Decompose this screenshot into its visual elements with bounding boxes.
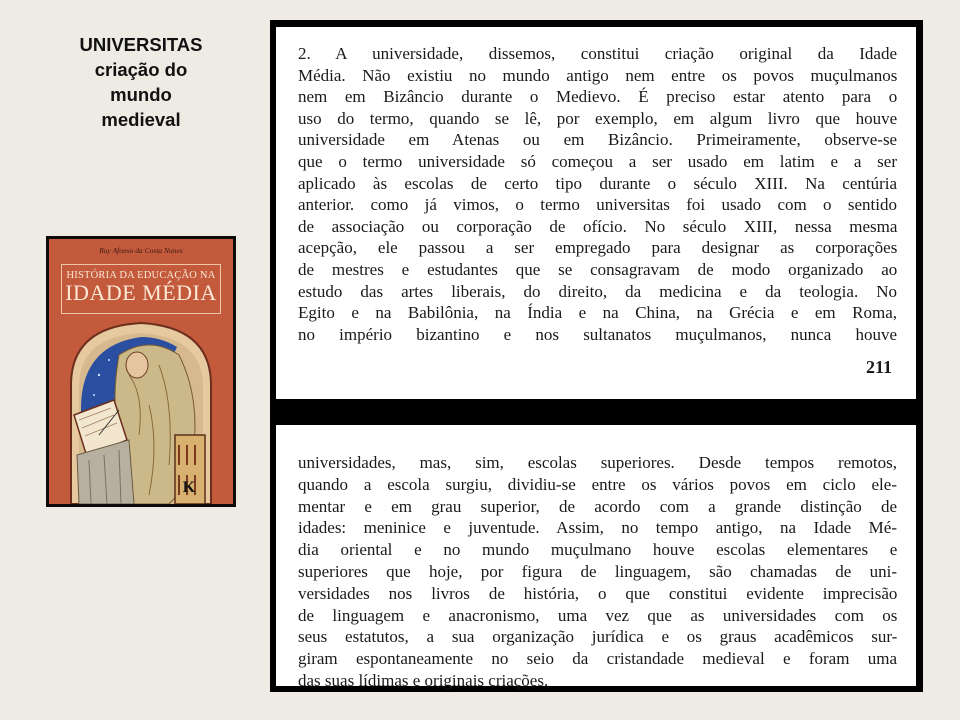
cover-title-line-1: HISTÓRIA DA EDUCAÇÃO NA <box>66 270 216 281</box>
text-line: superiores que hoje, por figura de linguagem, são chamadas de uni- <box>298 561 897 581</box>
book-page-scan <box>270 20 923 692</box>
text-line: universidades, mas, sim, escolas superiores. Desde tempos remotos, <box>298 453 897 472</box>
text-line: universidade em Atenas ou em Bizâncio. Primeiramente, observe-se <box>298 130 898 150</box>
slide-title <box>50 32 232 132</box>
text-line: idades: meninice e juventude. Assim, no tempo antigo, na Idade Mé- <box>298 518 897 538</box>
slide-title-line: criação do <box>94 59 188 80</box>
text-line: 2. A universidade, dissemos, constitui criação original da Idade <box>298 44 897 63</box>
text-line: estudo das artes liberais, do direito, da medicina e da teologia. No <box>298 281 897 301</box>
text-line: de mestres e estudantes que se consagravam de modo organizado ao <box>298 259 898 279</box>
text-line: de associação ou corporação de ofício. No século XIII, nessa mesma <box>298 216 898 236</box>
text-line: seus estatutos, a sua organização jurídica e os graus acadêmicos sur- <box>298 627 898 647</box>
text-line: nem em Bizâncio durante o Medievo. É preciso estar atento para o <box>298 87 898 107</box>
text-line: Média. Não existiu no mundo antigo nem entre os povos muçulmanos <box>298 65 898 85</box>
book-cover-image <box>46 236 236 507</box>
text-line: giram espontaneamente no seio da cristandade medieval e foram uma <box>298 649 897 669</box>
slide-title-line: UNIVERSITAS <box>79 34 203 55</box>
text-line: uso do termo, quando se lê, por exemplo, em algum livro que houve <box>298 108 898 128</box>
text-line: mentar e em grau superior, de acordo com a grande distinção de <box>298 496 897 516</box>
text-line: das suas lídimas e originais criações. <box>298 670 549 690</box>
cover-title-box <box>61 264 221 314</box>
text-line: dia oriental e no mundo muçulmano houve escolas elementares e <box>298 540 898 560</box>
book-page-top <box>276 27 916 399</box>
book-page-bottom <box>276 425 916 690</box>
cover-author: Ruy Afonso da Costa Nunes <box>99 246 183 255</box>
page-top-text <box>298 43 897 345</box>
page-bottom-text <box>298 452 897 692</box>
page-number: 211 <box>865 357 892 377</box>
text-line: anterior. como já vimos, o termo universitas foi usado com o sentido <box>298 195 897 215</box>
monk-scribe-illustration <box>49 315 233 504</box>
cover-title-line-2: IDADE MÉDIA <box>65 280 217 305</box>
slide-title-line: medieval <box>101 109 181 130</box>
text-line: de linguagem e anacronismo, uma vez que as universidades com os <box>298 605 898 625</box>
text-line: Egito e na Babilônia, na Índia e na China, na Grécia e em Roma, <box>298 303 897 323</box>
publisher-logo: K <box>182 479 196 496</box>
text-line: no império bizantino e nos sultanatos muçulmanos, nunca houve <box>298 324 897 344</box>
text-line: versidades nos livros de história, o que constitui evidente imprecisão <box>298 583 898 603</box>
text-line: aplicado às escolas de certo tipo durante o século XIII. Na centúria <box>298 173 898 193</box>
text-line: acepção, ele passou a ser empregado para designar as corporações <box>298 238 898 258</box>
text-line: que o termo universidade só começou a ser usado em latim e a ser <box>298 151 897 171</box>
text-line: quando a escola surgiu, dividiu-se entre os vários povos em ciclo ele- <box>298 474 897 494</box>
slide-title-line: mundo <box>110 84 172 105</box>
